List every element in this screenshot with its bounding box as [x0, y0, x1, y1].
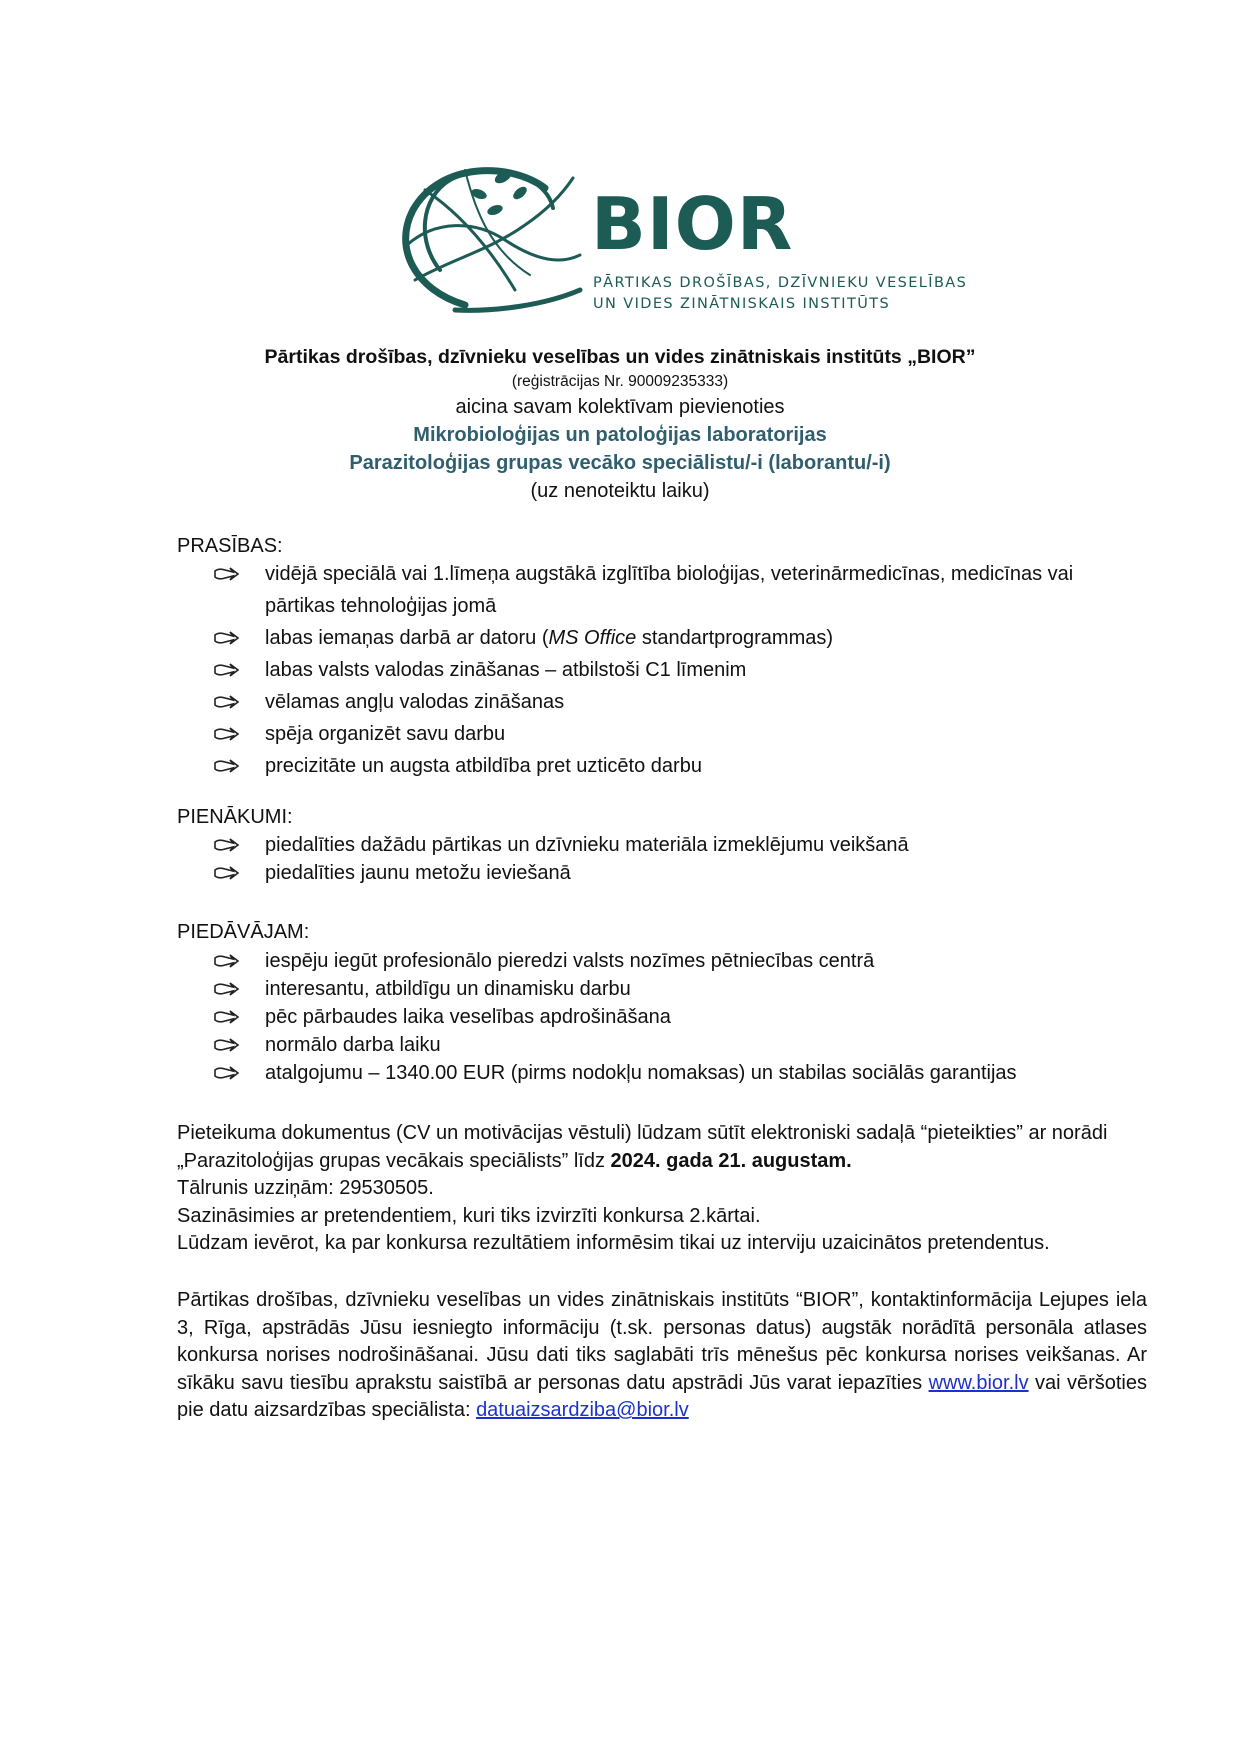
list-item: vidējā speciālā vai 1.līmeņa augstākā izglītība bioloģijas, veterinārmedicīnas, medicīnas vai pārtikas tehnoloģijas jomā	[213, 558, 1113, 622]
deadline: 2024. gada 21. augustam.	[610, 1149, 852, 1172]
arrow-bullet-icon	[213, 727, 239, 741]
logo-subtitle-line2: UN VIDES ZINĀTNISKAIS INSTITŪTS	[593, 296, 891, 312]
arrow-bullet-icon	[213, 759, 239, 773]
list-item: labas iemaņas darbā ar datoru (MS Office standartprogrammas)	[213, 622, 1113, 654]
list-item: atalgojumu – 1340.00 EUR (pirms nodokļu nomaksas) un stabilas sociālās garantijas	[213, 1059, 1113, 1087]
arrow-bullet-icon	[213, 631, 239, 645]
position-line-2: Parazitoloģijas grupas vecāko speciālistu/-i (laborantu/-i)	[349, 452, 891, 474]
globe-swirl-icon	[395, 150, 595, 320]
arrow-bullet-icon	[213, 982, 239, 996]
list-item: pēc pārbaudes laika veselības apdrošināšana	[213, 1003, 1113, 1031]
logo-wordmark: BIOR	[591, 182, 794, 266]
registration-number: (reģistrācijas Nr. 90009235333)	[511, 373, 729, 390]
website-link[interactable]: www.bior.lv	[928, 1371, 1029, 1394]
invite-text: aicina savam kolektīvam pievienoties	[455, 396, 785, 418]
employment-term: (uz nenoteiktu laiku)	[530, 480, 710, 502]
list-item: interesantu, atbildīgu un dinamisku darbu	[213, 975, 1113, 1003]
requirements-list	[213, 558, 1113, 782]
offer-list	[213, 947, 1113, 1087]
arrow-bullet-icon	[213, 838, 239, 852]
offer-heading: PIEDĀVĀJAM:	[177, 921, 310, 943]
list-item: precizitāte un augsta atbildība pret uzticēto darbu	[213, 750, 1113, 782]
logo-subtitle-line1: PĀRTIKAS DROŠĪBAS, DZĪVNIEKU VESELĪBAS	[593, 275, 968, 291]
list-item: piedalīties dažādu pārtikas un dzīvnieku materiāla izmeklējumu veikšanā	[213, 831, 1113, 859]
list-item: piedalīties jaunu metožu ieviešanā	[213, 859, 1113, 887]
duties-list	[213, 831, 1113, 887]
contact-note: Sazināsimies ar pretendentiem, kuri tiks izvirzīti konkursa 2.kārtai.	[177, 1204, 761, 1227]
phone-info: Tālrunis uzziņām: 29530505.	[177, 1177, 434, 1200]
arrow-bullet-icon	[213, 1066, 239, 1080]
list-item: vēlamas angļu valodas zināšanas	[213, 686, 1113, 718]
bior-logo	[395, 150, 968, 320]
arrow-bullet-icon	[213, 695, 239, 709]
institute-name: Pārtikas drošības, dzīvnieku veselības un vides zinātniskais institūts „BIOR”	[264, 346, 976, 368]
results-note: Lūdzam ievērot, ka par konkursa rezultātiem informēsim tikai uz interviju uzaicinātos pretendentus.	[177, 1232, 1050, 1255]
arrow-bullet-icon	[213, 954, 239, 968]
requirements-heading: PRASĪBAS:	[177, 535, 283, 557]
list-item: spēja organizēt savu darbu	[213, 718, 1113, 750]
arrow-bullet-icon	[213, 866, 239, 880]
arrow-bullet-icon	[213, 1038, 239, 1052]
position-line-1: Mikrobioloģijas un patoloģijas laboratorijas	[413, 424, 827, 446]
application-paragraph: Pieteikuma dokumentus (CV un motivācijas vēstuli) lūdzam sūtīt elektroniski sadaļā “pieteikties” ar norādi „Parazitoloģijas grupas vecākais speciālists” līdz 2024. gada 21. augustam. Tālrunis uzziņām: 29530505. Sazināsimies ar pretendentiem, kuri tiks izvirzīti konkursa 2.kārtai. Lūdzam ievērot, ka par konkursa rezultātiem informēsim tikai uz interviju uzaicinātos pretendentus.	[177, 1122, 1108, 1255]
list-item: normālo darba laiku	[213, 1031, 1113, 1059]
arrow-bullet-icon	[213, 1010, 239, 1024]
list-item: iespēju iegūt profesionālo pieredzi valsts nozīmes pētniecības centrā	[213, 947, 1113, 975]
list-item: labas valsts valodas zināšanas – atbilstoši C1 līmenim	[213, 654, 1113, 686]
duties-heading: PIENĀKUMI:	[177, 806, 293, 828]
email-link[interactable]: datuaizsardziba@bior.lv	[476, 1399, 689, 1422]
arrow-bullet-icon	[213, 663, 239, 677]
privacy-paragraph: Pārtikas drošības, dzīvnieku veselības un vides zinātniskais institūts “BIOR”, kontaktinformācija Lejupes iela 3, Rīga, apstrādās Jūsu iesniegto informāciju (t.sk. personas datus) augstāk norādītā personāla atlases konkursa norises nodrošināšanai. Jūsu dati tiks saglabāti trīs mēnešus pēc konkursa norises veikšanas. Ar sīkāku savu tiesību aprakstu saistībā ar personas datu apstrādi Jūs varat iepazīties www.bior.lv vai vēršoties pie datu aizsardzības speciālista: datuaizsardziba@bior.lv	[177, 1289, 1147, 1422]
arrow-bullet-icon	[213, 567, 239, 581]
